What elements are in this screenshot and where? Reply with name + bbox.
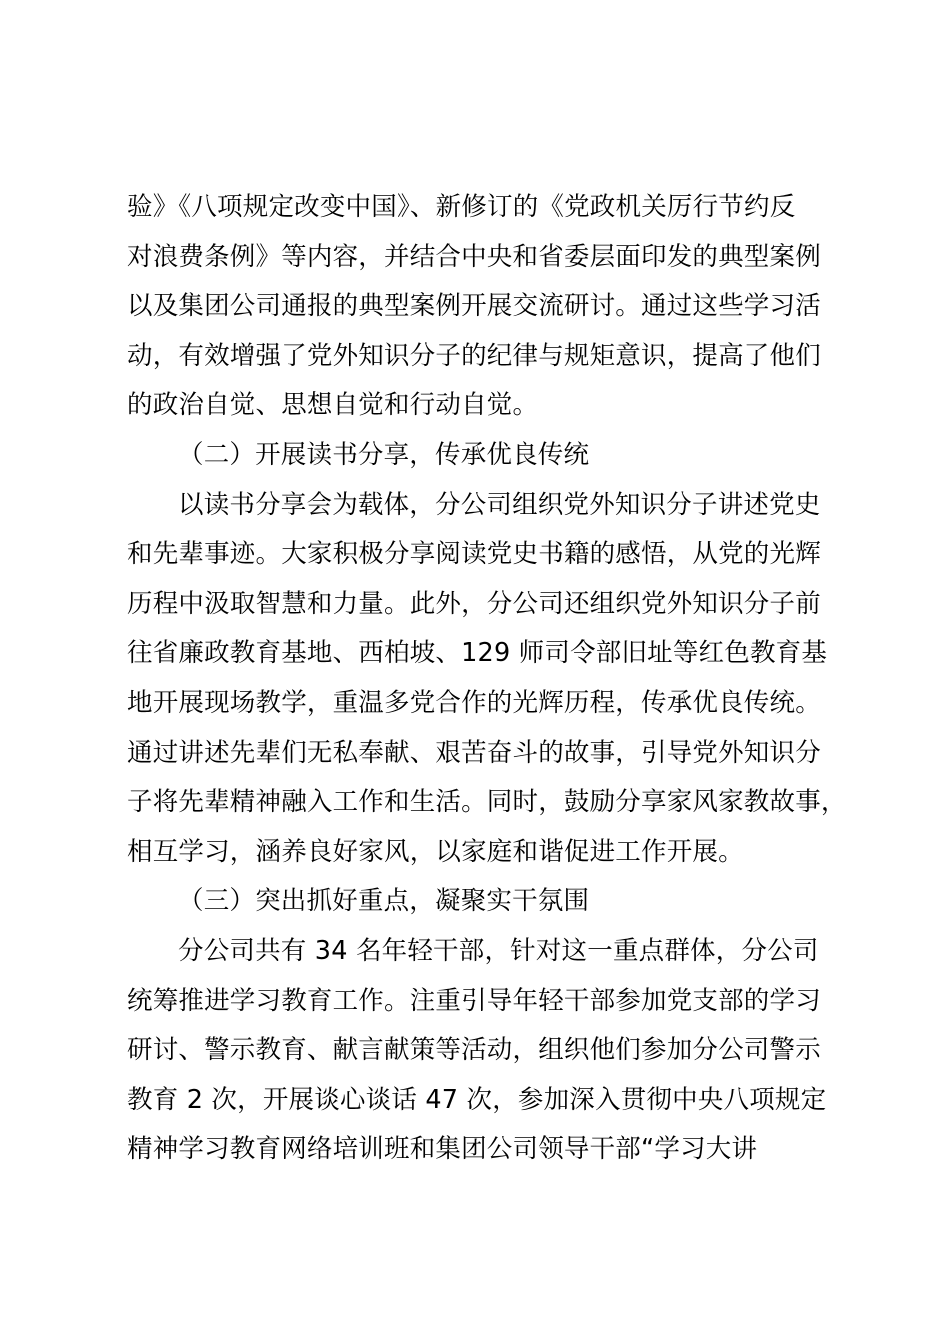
text-line: 相互学习，涵养良好家风，以家庭和谐促进工作开展。 — [127, 836, 744, 867]
paragraph-reading-sharing — [127, 481, 857, 878]
text-line: 往省廉政教育基地、西柏坡、129 师司令部旧址等红色教育基 — [127, 638, 828, 669]
heading-line: （二）开展读书分享，传承优良传统 — [178, 439, 590, 470]
document-body — [127, 183, 857, 1175]
text-line: 动，有效增强了党外知识分子的纪律与规矩意识，提高了他们 — [127, 340, 821, 371]
text-line: 通过讲述先辈们无私奉献、艰苦奋斗的故事，引导党外知识分 — [127, 737, 821, 768]
text-line: 研讨、警示教育、献言献策等活动，组织他们参加分公司警示 — [127, 1035, 821, 1066]
text-line: 以读书分享会为载体，分公司组织党外知识分子讲述党史 — [178, 489, 821, 520]
text-line: 历程中汲取智慧和力量。此外，分公司还组织党外知识分子前 — [127, 588, 821, 619]
section-heading-2 — [127, 431, 857, 481]
paragraph-continued — [127, 183, 857, 431]
text-line: 精神学习教育网络培训班和集团公司领导干部“学习大讲 — [127, 1134, 758, 1165]
text-line: 分公司共有 34 名年轻干部，针对这一重点群体，分公司 — [178, 935, 819, 966]
section-heading-3 — [127, 877, 857, 927]
text-line: 地开展现场教学，重温多党合作的光辉历程，传承优良传统。 — [127, 687, 821, 718]
text-line: 和先辈事迹。大家积极分享阅读党史书籍的感悟，从党的光辉 — [127, 539, 821, 570]
paragraph-key-focus — [127, 927, 857, 1175]
text-line: 统筹推进学习教育工作。注重引导年轻干部参加党支部的学习 — [127, 985, 821, 1016]
text-line: 教育 2 次，开展谈心谈话 47 次，参加深入贯彻中央八项规定 — [127, 1084, 827, 1115]
text-line: 的政治自觉、思想自觉和行动自觉。 — [127, 390, 539, 421]
text-line: 对浪费条例》等内容，并结合中央和省委层面印发的典型案例 — [127, 241, 821, 272]
text-line: 验》《八项规定改变中国》、新修订的《党政机关厉行节约反 — [127, 192, 796, 222]
text-line: 子将先辈精神融入工作和生活。同时，鼓励分享家风家教故事， — [127, 787, 847, 818]
text-line: 以及集团公司通报的典型案例开展交流研讨。通过这些学习活 — [127, 291, 821, 322]
heading-line: （三）突出抓好重点，凝聚实干氛围 — [178, 886, 590, 917]
